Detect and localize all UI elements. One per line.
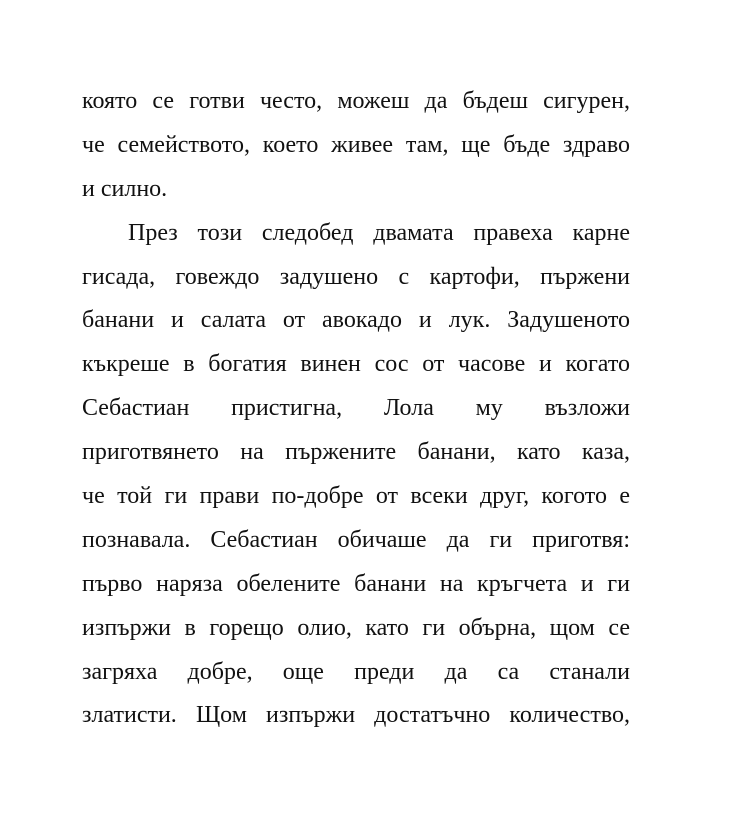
text-line: че той ги прави по-добре от всеки друг, когото е bbox=[82, 483, 630, 510]
text-line: че семейството, което живее там, ще бъде здраво bbox=[82, 131, 630, 158]
text-line: През този следобед двамата правеха карне bbox=[128, 219, 630, 246]
text-line: Себастиан пристигна, Лола му възложи bbox=[82, 395, 630, 422]
text-line: първо наряза обелените банани на кръгчета и ги bbox=[82, 570, 630, 597]
text-line: която се готви често, можеш да бъдеш сигурен, bbox=[82, 88, 630, 114]
text-line: къкреше в богатия винен сос от часове и когато bbox=[82, 351, 630, 378]
text-line: познавала. Себастиан обичаше да ги приготвя: bbox=[82, 526, 630, 553]
text-line: банани и салата от авокадо и лук. Задушеното bbox=[82, 307, 630, 334]
text-line: загряха добре, още преди да са станали bbox=[82, 658, 630, 685]
text-line: приготвянето на пържените банани, като каза, bbox=[82, 439, 630, 466]
body-text bbox=[82, 80, 630, 738]
text-line: златисти. Щом изпържи достатъчно количество, bbox=[82, 702, 630, 729]
text-line: изпържи в горещо олио, като ги обърна, щом се bbox=[82, 614, 630, 641]
text-line: гисада, говеждо задушено с картофи, пържени bbox=[82, 263, 630, 290]
text-line: и силно. bbox=[82, 175, 168, 202]
